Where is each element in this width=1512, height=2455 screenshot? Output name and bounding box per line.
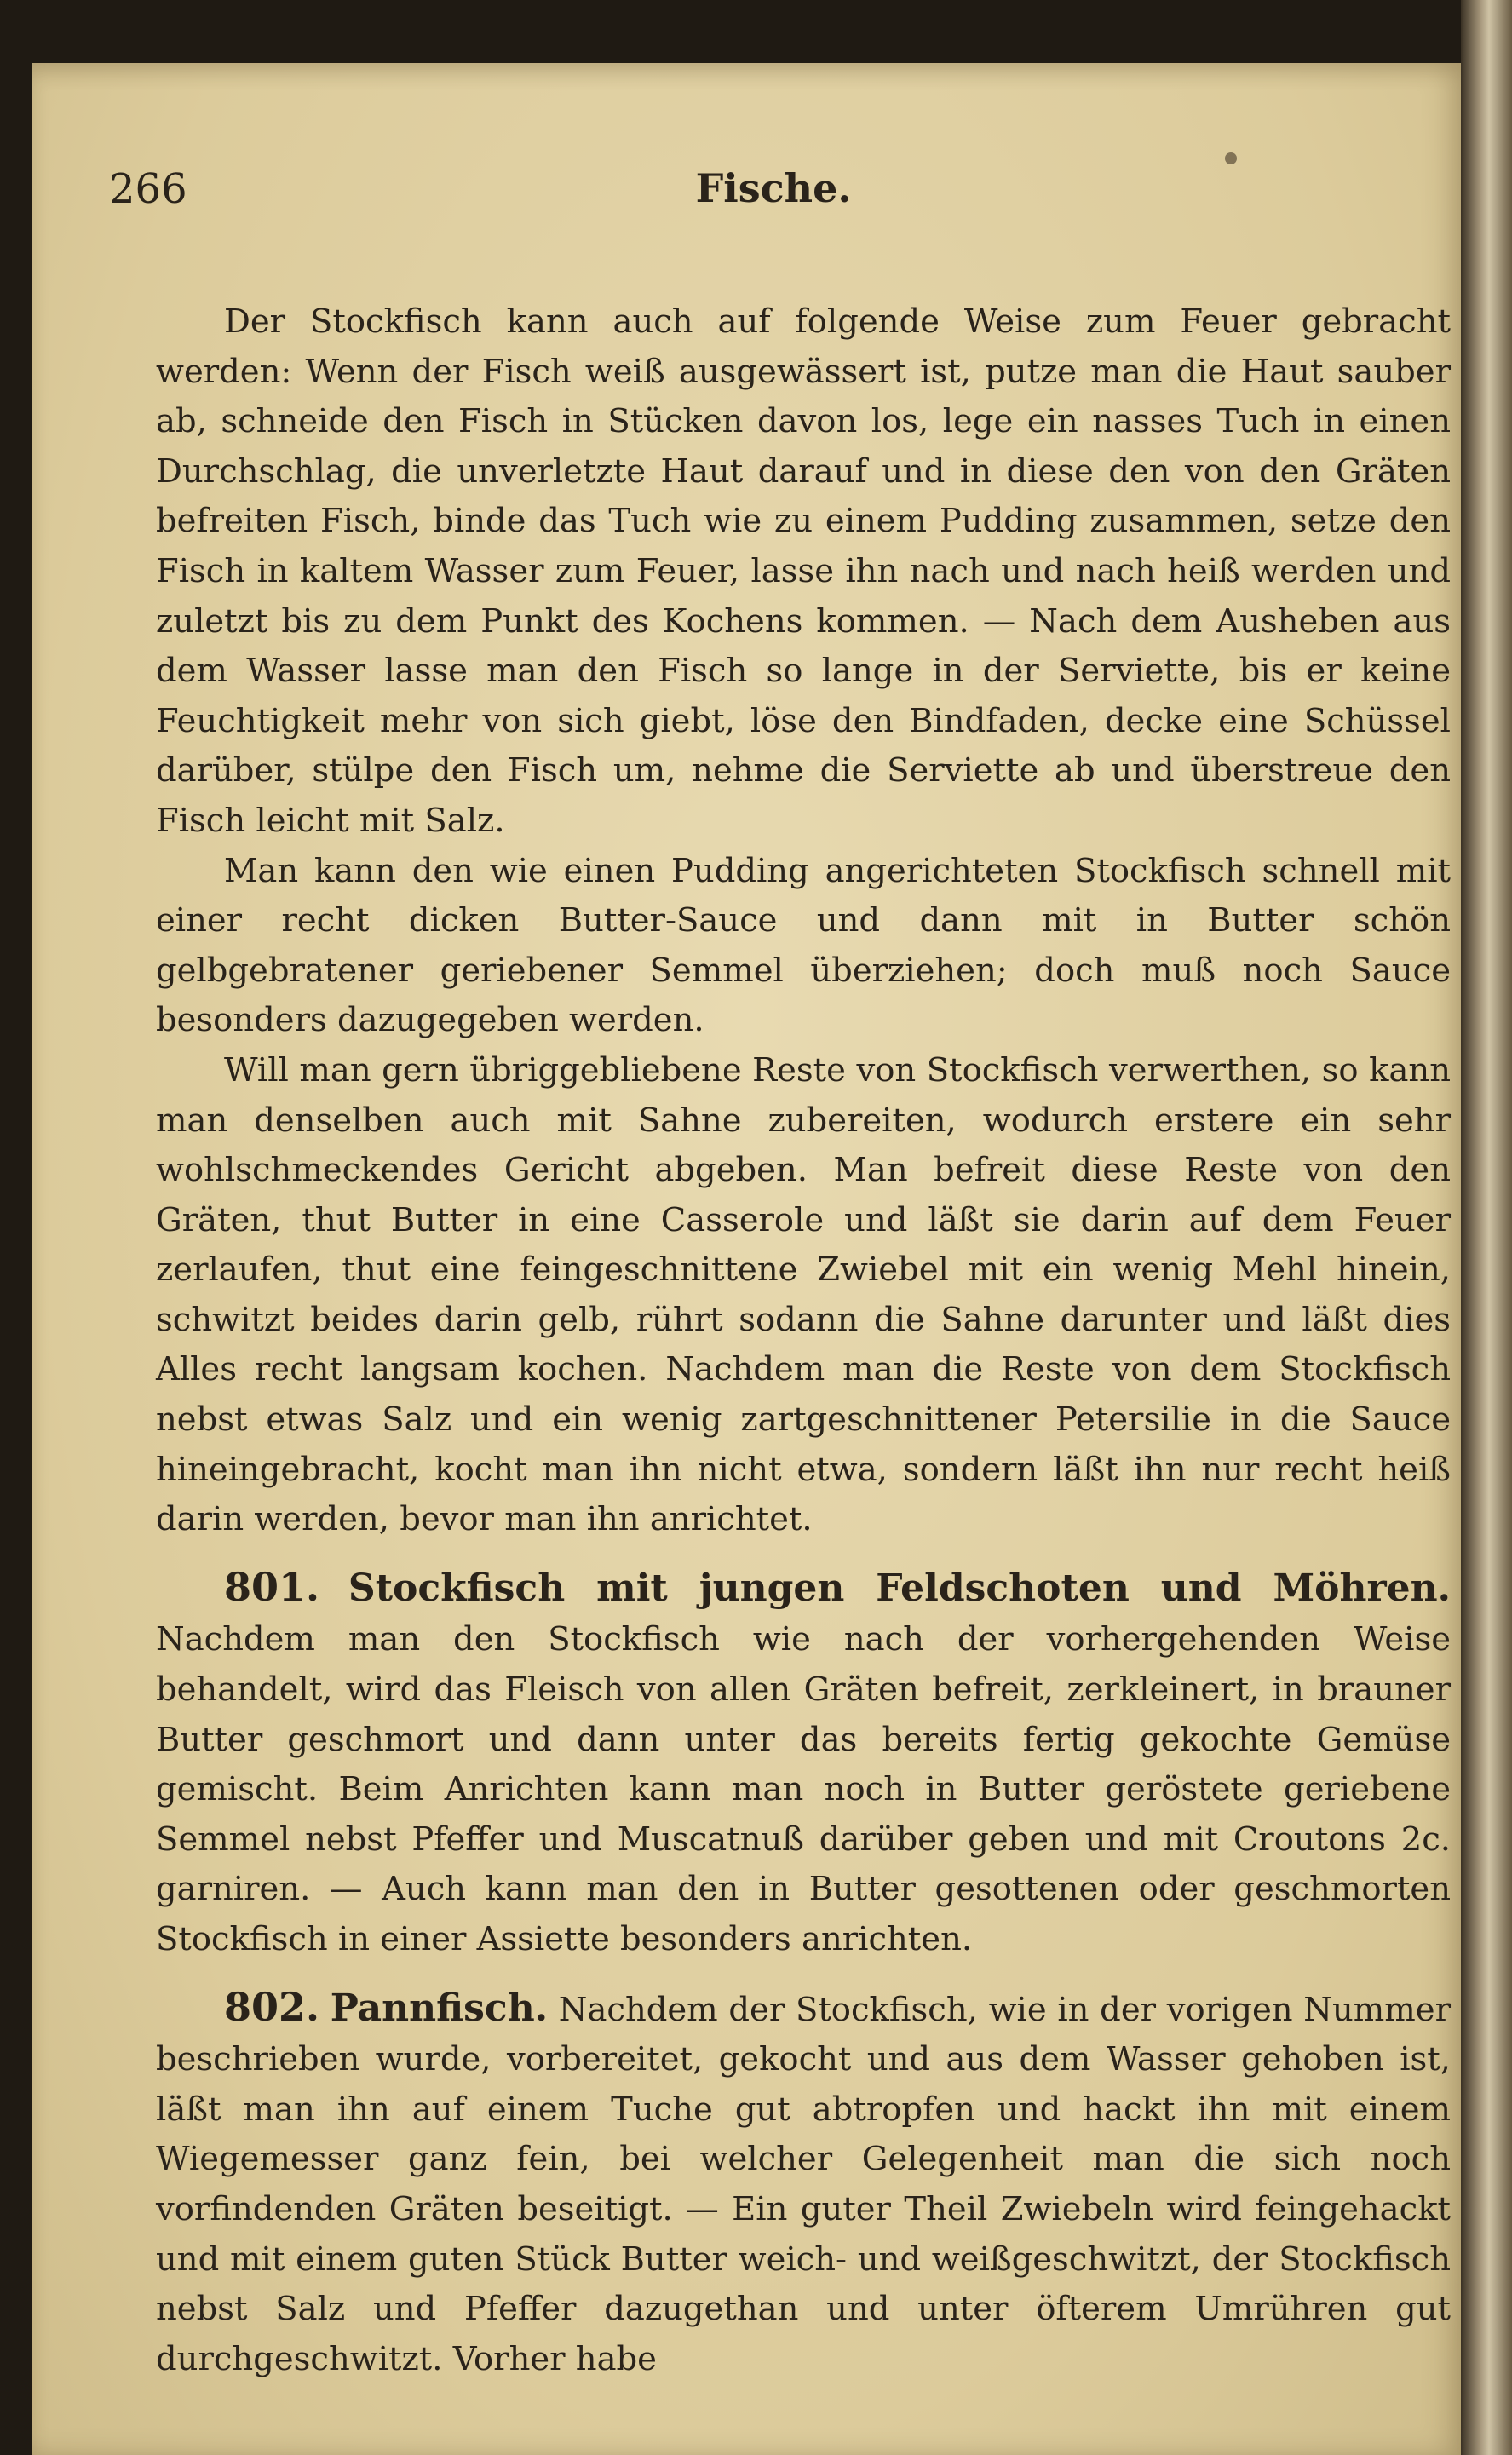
ink-smudge <box>1225 152 1237 164</box>
body-text <box>156 297 1451 2384</box>
paragraph: Man kann den wie einen Pudding angerichteten Stockfisch schnell mit einer recht dicken Butter-Sauce und dann mit in Butter schön gelbgebratener geriebener Semmel überziehen; doch muß noch Sauce besonders dazugegeben werden. <box>156 851 1451 1040</box>
recipe-802 <box>156 1982 1451 2385</box>
paragraph: Will man gern übriggebliebene Reste von Stockfisch verwerthen, so kann man denselben auch mit Sahne zubereiten, wodurch erstere ein sehr wohlschmeckendes Gericht abgeben. Man befreit diese Reste von den Gräten, thut Butter in eine Casserole und läßt sie darin auf dem Feuer zerlaufen, thut eine feingeschnittene Zwiebel mit ein wenig Mehl hinein, schwitzt beides darin gelb, rührt sodann die Sahne darunter und läßt dies Alles recht langsam kochen. Nachdem man die Reste von dem Stockfisch nebst etwas Salz und ein wenig zartgeschnittener Petersilie in die Sauce hineingebracht, kocht man ihn nicht etwa, sondern läßt ihn nur recht heiß darin werden, bevor man ihn anrichtet. <box>156 1050 1451 1539</box>
recipe-801 <box>156 1562 1451 1965</box>
book-spine <box>1461 0 1512 2455</box>
recipe-title: Pannfisch. <box>330 1986 549 2030</box>
paragraph: Der Stockfisch kann auch auf folgende Weise zum Feuer gebracht werden: Wenn der Fisch weiß ausgewässert ist, putze man die Haut sauber ab, schneide den Fisch in Stücken davon los, lege ein nasses Tuch in einen Durchschlag, die unverletzte Haut darauf und in diese den von den Gräten befreiten Fisch, binde das Tuch wie zu einem Pudding zusammen, setze den Fisch in kaltem Wasser zum Feuer, lasse ihn nach und nach heiß werden und zuletzt bis zu dem Punkt des Kochens kommen. — Nach dem Ausheben aus dem Wasser lasse man den Fisch so lange in der Serviette, bis er keine Feuchtigkeit mehr von sich giebt, löse den Bindfaden, decke eine Schüssel darüber, stülpe den Fisch um, nehme die Serviette ab und überstreue den Fisch leicht mit Salz. <box>156 302 1451 840</box>
recipe-title: Stockfisch mit jungen Feldschoten und Möhren. <box>348 1566 1451 1610</box>
page-header <box>109 165 1438 233</box>
recipe-text: Nachdem der Stockfisch, wie in der vorigen Nummer beschrieben wurde, vorbereitet, gekocht und aus dem Wasser gehoben ist, läßt man ihn auf einem Tuche gut abtropfen und hackt ihn mit einem Wiegemesser ganz fein, bei welcher Gelegenheit man die sich noch vorfindenden Gräten beseitigt. — Ein guter Theil Zwiebeln wird feingehackt und mit einem guten Stück Butter weich- und weißgeschwitzt, der Stockfisch nebst Salz und Pfeffer dazugethan und unter öfterem Umrühren gut durchgeschwitzt. Vorher habe <box>156 1990 1451 2378</box>
page-number: 266 <box>109 165 187 213</box>
running-head: Fische. <box>695 165 852 211</box>
recipe-text: Nachdem man den Stockfisch wie nach der vorhergehenden Weise behandelt, wird das Fleisch von allen Gräten befreit, zerkleinert, in brauner Butter geschmort und dann unter das bereits fertig gekochte Gemüse gemischt. Beim Anrichten kann man noch in Butter geröstete geriebene Semmel nebst Pfeffer und Muscatnuß darüber geben und mit Croutons 2c. garniren. — Auch kann man den in Butter gesottenen oder geschmorten Stockfisch in einer Assiette besonders anrichten. <box>156 1620 1451 1958</box>
recipe-number: 802. <box>224 1983 320 2030</box>
book-page <box>32 63 1463 2455</box>
recipe-number: 801. <box>224 1563 320 1610</box>
